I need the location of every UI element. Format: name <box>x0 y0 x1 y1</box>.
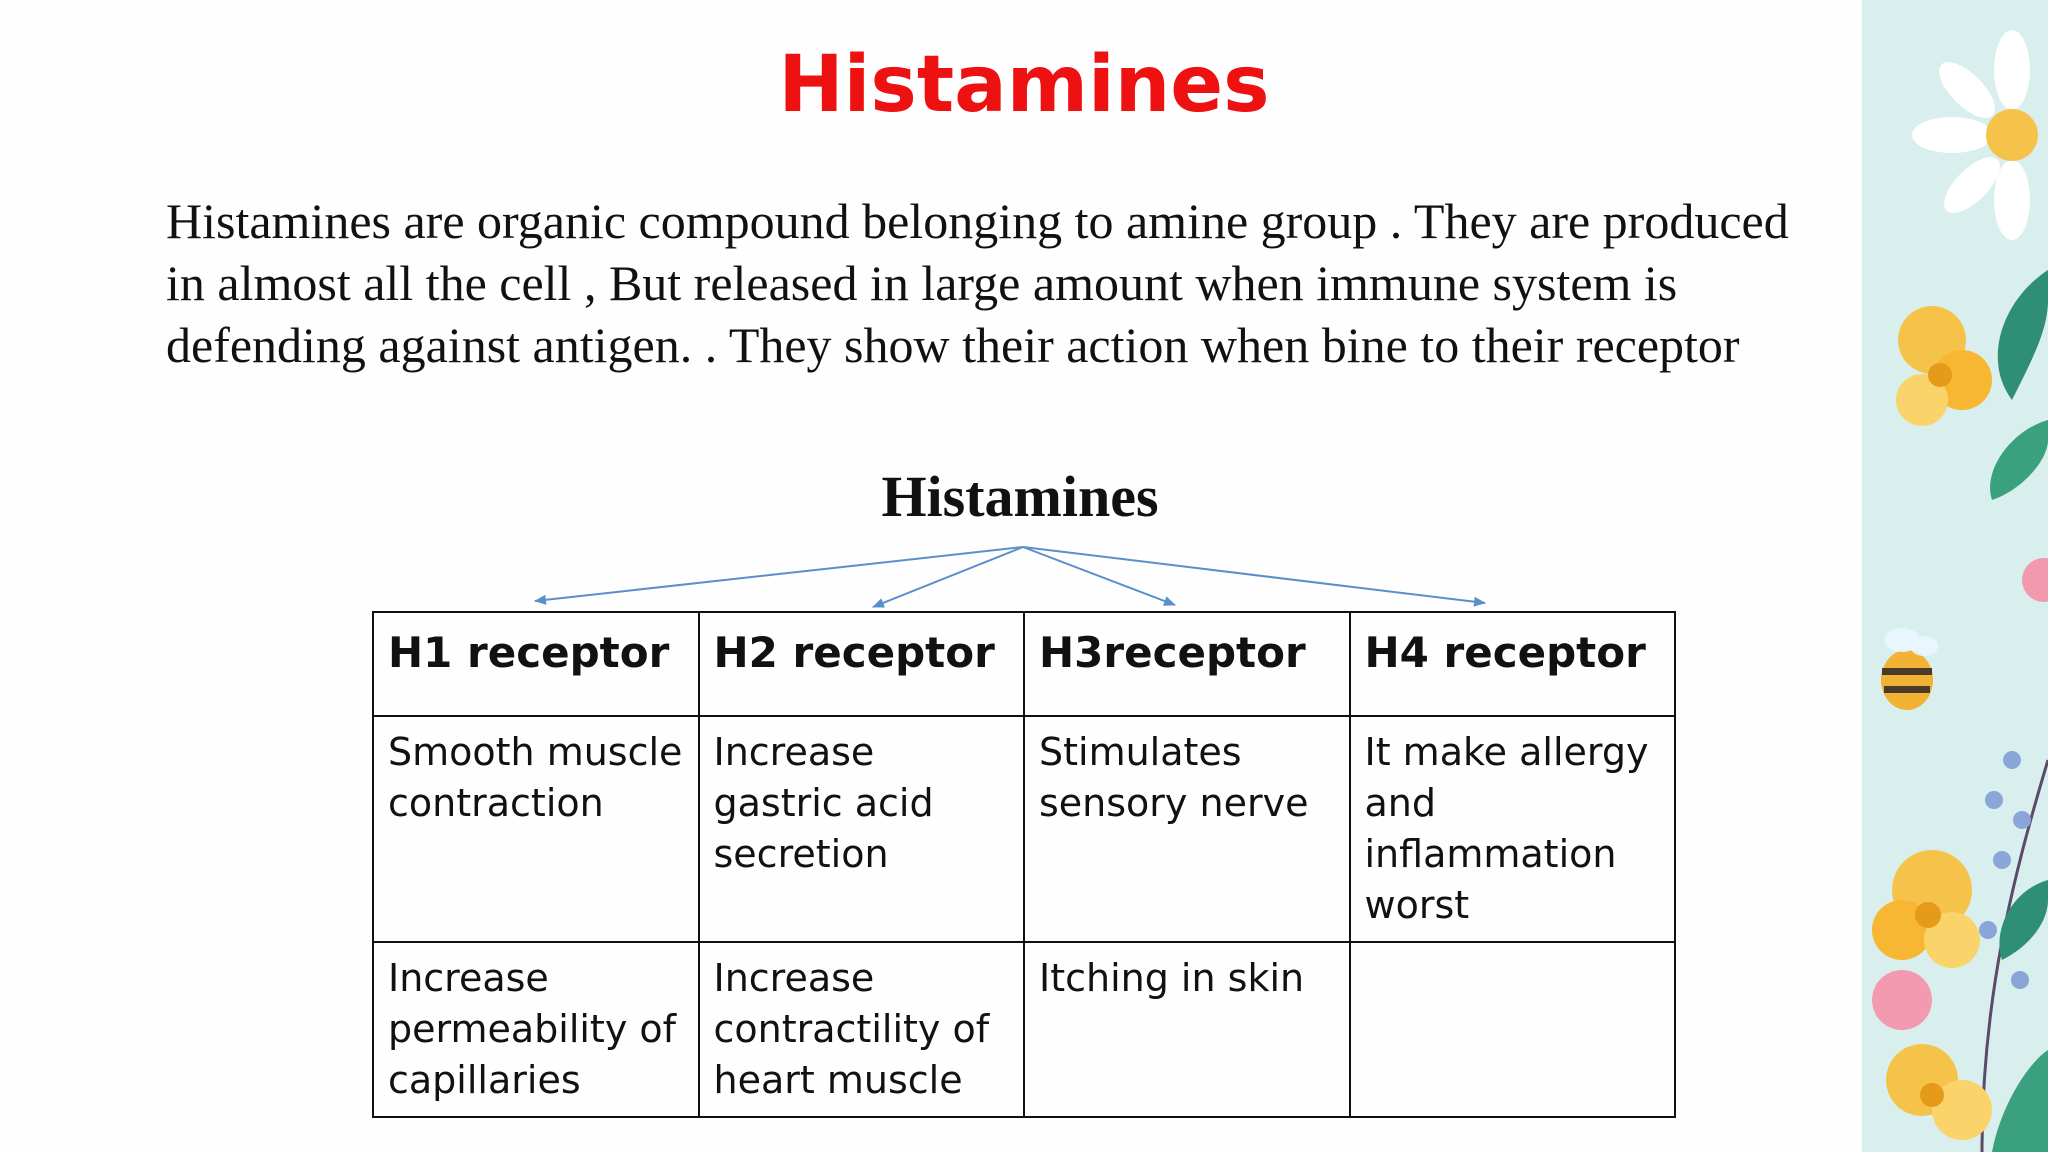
table-cell: It make allergy and inflammation worst <box>1350 716 1676 942</box>
header-h3: H3receptor <box>1024 612 1350 716</box>
intro-line: in almost all the cell , But released in large amount when immune system is <box>166 255 1678 311</box>
table-header-row <box>373 612 1675 716</box>
arrow-to-h4 <box>1023 547 1485 603</box>
table-cell: Itching in skin <box>1024 942 1350 1117</box>
pink-flower-icon <box>2022 558 2048 602</box>
yellow-flower-icon <box>1886 1044 1992 1140</box>
diagram-heading: Histamines <box>881 464 1159 529</box>
daisy-icon <box>1912 30 2038 240</box>
table-row <box>373 716 1675 942</box>
bee-icon <box>1881 628 1938 710</box>
intro-line: defending against antigen. . They show their action when bine to their receptor <box>166 317 1740 373</box>
header-h2: H2 receptor <box>699 612 1025 716</box>
arrow-to-h1 <box>535 547 1023 601</box>
pink-flower-icon <box>1872 970 1932 1030</box>
yellow-flower-icon <box>1896 306 1992 426</box>
slide-title: Histamines <box>778 40 1270 130</box>
table-cell <box>1350 942 1676 1117</box>
intro-line: Histamines are organic compound belonging to amine group . They are produced <box>166 193 1789 249</box>
header-h1: H1 receptor <box>373 612 699 716</box>
leaf-icon <box>1998 270 2048 400</box>
flower-illustration <box>1862 0 2048 1152</box>
yellow-flower-icon <box>1872 850 1980 968</box>
table-row <box>373 942 1675 1117</box>
leaf-icon <box>1990 420 2048 500</box>
table-cell: Increase contractility of heart muscle <box>699 942 1025 1117</box>
header-h4: H4 receptor <box>1350 612 1676 716</box>
floral-decoration <box>1862 0 2048 1152</box>
leaf-icon <box>1999 880 2048 960</box>
table-cell: Stimulates sensory nerve <box>1024 716 1350 942</box>
table-cell: Smooth muscle contraction <box>373 716 699 942</box>
table-cell: Increase gastric acid secretion <box>699 716 1025 942</box>
receptor-table <box>372 611 1676 1118</box>
table-cell: Increase permeability of capillaries <box>373 942 699 1117</box>
leaf-icon <box>1992 1050 2048 1152</box>
